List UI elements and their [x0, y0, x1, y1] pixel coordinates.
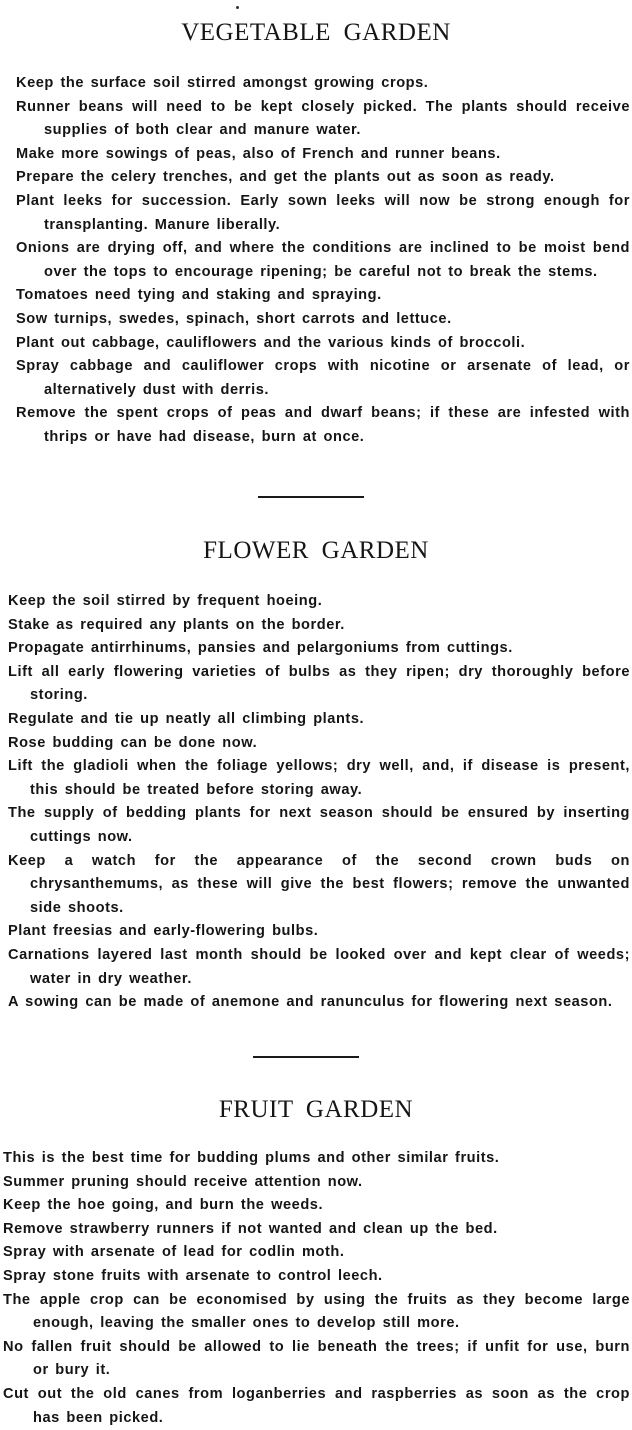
list-item: Stake as required any plants on the border. — [8, 616, 345, 633]
list-item: Runner beans will need to be kept closely picked. The plants should receive supplies of both clear and manure water. — [16, 98, 630, 139]
list-item: Plant leeks for succession. Early sown leeks will now be strong enough for transplanting. Manure liberally. — [16, 192, 630, 233]
section-divider — [253, 1056, 359, 1058]
list-item: Spray with arsenate of lead for codlin moth. — [3, 1244, 345, 1261]
list-item: Rose budding can be done now. — [8, 734, 258, 751]
list-item: Make more sowings of peas, also of French and runner beans. — [16, 145, 501, 162]
list-item: No fallen fruit should be allowed to lie beneath the trees; if unfit for use, burn or bury it. — [3, 1338, 630, 1379]
list-item: This is the best time for budding plums and other similar fruits. — [3, 1150, 500, 1166]
section-divider — [258, 496, 364, 498]
list-item: Cut out the old canes from loganberries and raspberries as soon as the crop has been picked. — [3, 1385, 630, 1426]
list-item: Sow turnips, swedes, spinach, short carrots and lettuce. — [16, 310, 452, 327]
list-item: Prepare the celery trenches, and get the plants out as soon as ready. — [16, 169, 555, 186]
list-item: Keep the surface soil stirred amongst growing crops. — [16, 75, 429, 91]
list-item: Lift the gladioli when the foliage yellows; dry well, and, if disease is present, this should be treated before storing away. — [8, 758, 630, 798]
list-item: Plant out cabbage, cauliflowers and the various kinds of broccoli. — [16, 334, 526, 351]
list-item: Spray stone fruits with arsenate to control leech. — [3, 1267, 383, 1284]
list-item: Keep a watch for the appearance of the second crown buds on chrysanthemums, as these will give the best flowers; remove the unwanted side shoots. — [8, 852, 630, 916]
flower-garden-heading: FLOWER GARDEN — [203, 537, 429, 564]
print-speck — [236, 6, 239, 9]
list-item: Lift all early flowering varieties of bulbs as they ripen; dry thoroughly before storing. — [8, 663, 630, 704]
vegetable-garden-heading: VEGETABLE GARDEN — [181, 19, 451, 46]
list-item: Keep the soil stirred by frequent hoeing. — [8, 593, 323, 609]
flower-garden-list — [0, 590, 632, 1015]
list-item: The supply of bedding plants for next season should be ensured by inserting cuttings now. — [8, 805, 630, 845]
vegetable-garden-list — [0, 72, 632, 450]
list-item: Propagate antirrhinums, pansies and pelargoniums from cuttings. — [8, 640, 513, 657]
list-item: Plant freesias and early-flowering bulbs. — [8, 923, 319, 940]
list-item: Keep the hoe going, and burn the weeds. — [3, 1197, 324, 1214]
list-item: Regulate and tie up neatly all climbing plants. — [8, 710, 365, 727]
list-item: Carnations layered last month should be looked over and kept clear of weeds; water in dry weather. — [8, 946, 630, 987]
fruit-garden-heading: FRUIT GARDEN — [218, 1096, 414, 1123]
list-item: Onions are drying off, and where the conditions are inclined to be moist bend over the tops to encourage ripening; be careful not to break the stems. — [16, 240, 630, 280]
list-item: A sowing can be made of anemone and ranunculus for flowering next season. — [8, 994, 613, 1011]
list-item: The apple crop can be economised by using the fruits as they become large enough, leaving the smaller ones to develop still more. — [3, 1291, 630, 1332]
list-item: Tomatoes need tying and staking and spraying. — [16, 287, 382, 304]
list-item: Summer pruning should receive attention now. — [3, 1173, 363, 1190]
list-item: Spray cabbage and cauliflower crops with nicotine or arsenate of lead, or alternatively dust with derris. — [16, 358, 630, 398]
list-item: Remove strawberry runners if not wanted and clean up the bed. — [3, 1220, 498, 1237]
fruit-garden-list — [0, 1147, 632, 1430]
list-item: Remove the spent crops of peas and dwarf beans; if these are infested with thrips or have had disease, burn at once. — [16, 405, 630, 445]
